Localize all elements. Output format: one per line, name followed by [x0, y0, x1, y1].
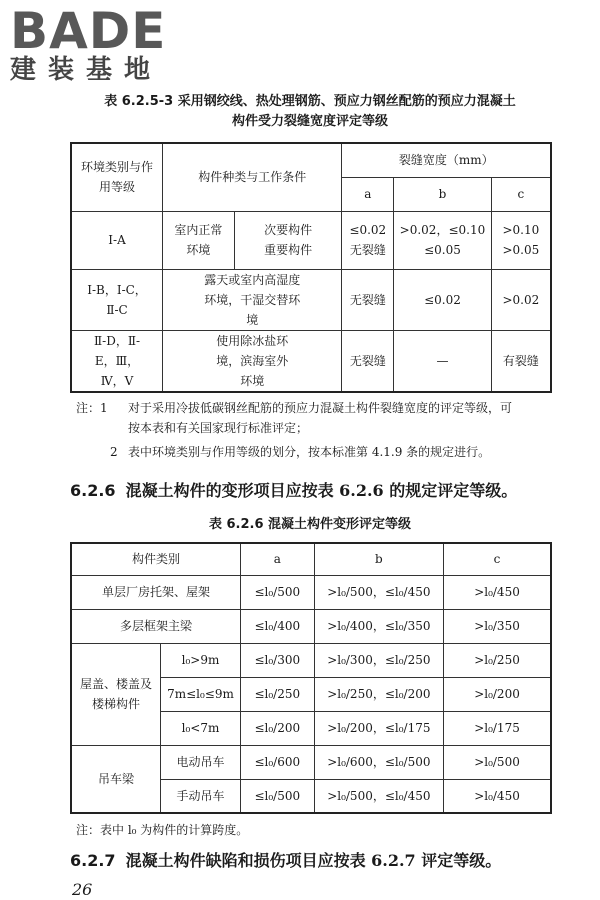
t1-c: >0.02 — [491, 269, 551, 330]
t1-cond: 露天或室内高湿度环境，干湿交替环境 — [163, 269, 342, 330]
t2-cond: 手动吊车 — [161, 779, 241, 813]
t2-c: >l₀/250 — [444, 643, 551, 677]
table2-title: 表 6.2.6 混凝土构件变形评定等级 — [208, 517, 412, 532]
logo-subtitle: 建装基地 — [10, 55, 163, 85]
t2-b: >l₀/300，≤l₀/250 — [314, 643, 443, 677]
t2-a: ≤l₀/200 — [240, 711, 314, 745]
t2-header-a: a — [240, 543, 314, 575]
t2-a: ≤l₀/400 — [240, 609, 314, 643]
t2-b: >l₀/500，≤l₀/450 — [314, 575, 443, 609]
t1-env: Ⅰ-B，Ⅰ-C，Ⅱ-C — [71, 269, 163, 330]
t2-a: ≤l₀/500 — [240, 575, 314, 609]
t2-b: >l₀/400，≤l₀/350 — [314, 609, 443, 643]
t1-cond: 室内正常环境 — [163, 211, 235, 269]
t2-header-type: 构件类别 — [71, 543, 240, 575]
t1-note1-label: 注：1 — [76, 401, 108, 415]
t2-row — [71, 745, 551, 779]
t1-note1: 对于采用冷拔低碳钢丝配筋的预应力混凝土构件裂缝宽度的评定等级，可 按本表和有关国家现行标准评定； — [128, 401, 513, 435]
t1-note2: 表中环境类别与作用等级的划分，按本标准第 4.1.9 条的规定进行。 — [128, 445, 491, 459]
t1-header-component: 构件种类与工作条件 — [163, 143, 342, 211]
t2-cond: l₀<7m — [161, 711, 241, 745]
t2-b: >l₀/250，≤l₀/200 — [314, 677, 443, 711]
t1-b: — — [394, 330, 491, 392]
t1-b: ≤0.02 — [394, 269, 491, 330]
t2-c: >l₀/350 — [444, 609, 551, 643]
t2-c: >l₀/200 — [444, 677, 551, 711]
t2-cond: l₀>9m — [161, 643, 241, 677]
deformation-table — [70, 542, 552, 814]
t1-a: 无裂缝 — [342, 269, 394, 330]
t2-row — [71, 643, 551, 677]
t1-c: 有裂缝 — [491, 330, 551, 392]
t1-env: Ⅱ-D，Ⅱ-E，Ⅲ，Ⅳ，Ⅴ — [71, 330, 163, 392]
section-heading-6-2-7: 6.2.7 混凝土构件缺陷和损伤项目应按表 6.2.7 评定等级。 — [70, 851, 502, 870]
t1-subcond: 次要构件 重要构件 — [234, 211, 342, 269]
brand-logo — [10, 2, 180, 85]
t2-c: >l₀/450 — [444, 779, 551, 813]
t1-header-c: c — [491, 177, 551, 211]
t2-group-type: 吊车梁 — [71, 745, 161, 813]
t1-header-b: b — [394, 177, 491, 211]
table1-title-line1: 表 6.2.5-3 采用钢绞线、热处理钢筋、预应力钢丝配筋的预应力混凝土 — [104, 94, 516, 109]
t2-c: >l₀/175 — [444, 711, 551, 745]
t2-a: ≤l₀/250 — [240, 677, 314, 711]
section-heading-6-2-6: 6.2.6 混凝土构件的变形项目应按表 6.2.6 的规定评定等级。 — [70, 481, 518, 500]
t2-a: ≤l₀/600 — [240, 745, 314, 779]
t2-c: >l₀/500 — [444, 745, 551, 779]
t2-cond: 电动吊车 — [161, 745, 241, 779]
t1-row-IB — [71, 269, 551, 330]
t1-row-IA — [71, 211, 551, 269]
t2-a: ≤l₀/300 — [240, 643, 314, 677]
table1-title — [60, 92, 560, 132]
t2-row — [71, 609, 551, 643]
crack-width-table — [70, 142, 552, 393]
t2-b: >l₀/500，≤l₀/450 — [314, 779, 443, 813]
t1-c: >0.10 >0.05 — [491, 211, 551, 269]
t2-a: ≤l₀/500 — [240, 779, 314, 813]
t2-b: >l₀/200，≤l₀/175 — [314, 711, 443, 745]
t1-a: 无裂缝 — [342, 330, 394, 392]
page-number: 26 — [72, 880, 93, 899]
t1-note2-label: 2 — [110, 445, 118, 459]
t2-cond: 7m≤l₀≤9m — [161, 677, 241, 711]
table1-title-line2: 构件受力裂缝宽度评定等级 — [231, 114, 388, 129]
t2-b: >l₀/600，≤l₀/500 — [314, 745, 443, 779]
t2-group-type: 屋盖、楼盖及楼梯构件 — [71, 643, 161, 745]
t1-a: ≤0.02 无裂缝 — [342, 211, 394, 269]
t1-row-IID — [71, 330, 551, 392]
t1-header-a: a — [342, 177, 394, 211]
t1-b: >0.02，≤0.10 ≤0.05 — [394, 211, 491, 269]
t2-type: 多层框架主梁 — [71, 609, 240, 643]
t2-type: 单层厂房托架、屋架 — [71, 575, 240, 609]
t1-cond: 使用除冰盐环境，滨海室外环境 — [163, 330, 342, 392]
t1-header-crack: 裂缝宽度（mm） — [342, 143, 551, 177]
t1-env: Ⅰ-A — [71, 211, 163, 269]
logo-wordmark: BADE — [10, 2, 167, 60]
t1-header-env: 环境类别与作用等级 — [71, 143, 163, 211]
t2-row — [71, 575, 551, 609]
t2-header-b: b — [314, 543, 443, 575]
t2-note: 注：表中 l₀ 为构件的计算跨度。 — [76, 823, 249, 837]
t2-c: >l₀/450 — [444, 575, 551, 609]
t2-header-c: c — [444, 543, 551, 575]
